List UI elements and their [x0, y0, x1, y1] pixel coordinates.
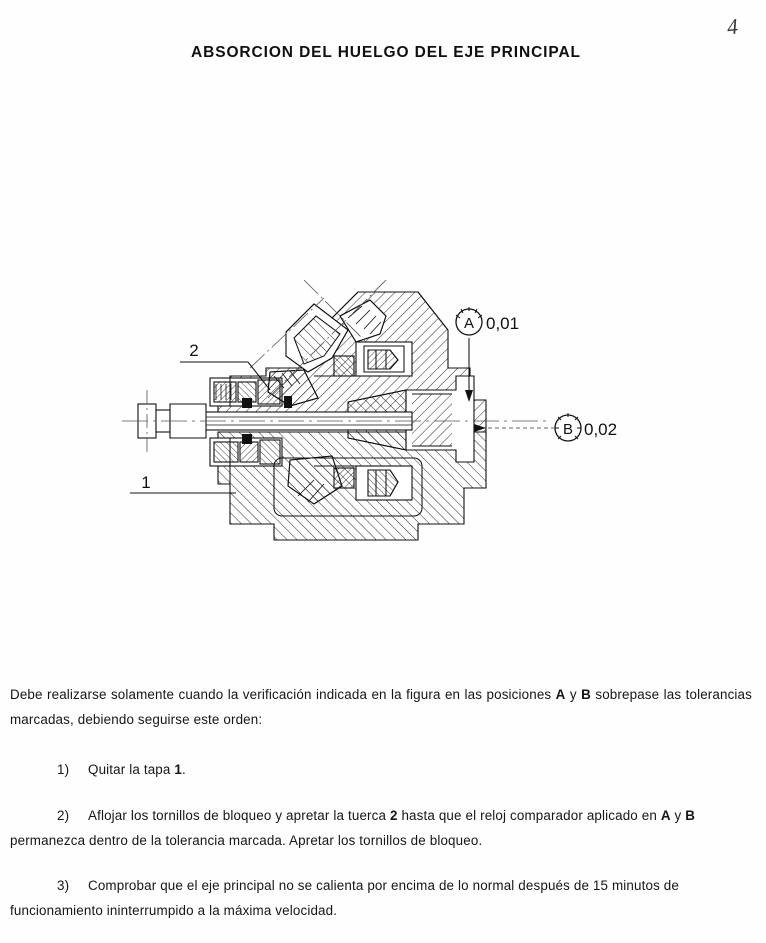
- step-text-1: Aflojar los tornillos de bloqueo y apretar la tuerca: [88, 808, 390, 823]
- list-item: [10, 873, 752, 923]
- figure-label-1: 1: [141, 473, 151, 492]
- step-bold-3: B: [685, 808, 696, 823]
- step-text-1: Quitar la tapa: [88, 762, 175, 777]
- step-content: [10, 808, 695, 848]
- instruction-list: [10, 757, 752, 943]
- intro-paragraph: [10, 682, 752, 732]
- intro-text-part-2: sobrepase las tolerancias marcadas, debiendo seguirse este orden:: [10, 687, 753, 727]
- spindle-cross-section-figure: [118, 272, 648, 572]
- intro-text-part-1: Debe realizarse solamente cuando la verificación indicada en la figura en las posiciones: [10, 687, 556, 702]
- svg-text:0,02: 0,02: [584, 420, 618, 439]
- step-marker: 3): [57, 878, 70, 893]
- step-content: [10, 878, 679, 918]
- step-bold-1: 2: [389, 808, 398, 823]
- tolerance-callout-b: [474, 413, 617, 441]
- step-content: [88, 762, 186, 777]
- intro-conjunction: y: [565, 687, 582, 702]
- step-text-3: y: [670, 808, 686, 823]
- step-text-1: Comprobar que el eje principal no se calienta por encima de lo normal después de 15 minutos de funcionamiento ininterrumpido a la máxima velocidad.: [10, 878, 679, 918]
- intro-datum-b: B: [581, 687, 591, 702]
- step-text-2: hasta que el reloj comparador aplicado en: [397, 808, 661, 823]
- intro-datum-a: A: [555, 687, 566, 702]
- svg-text:0,01: 0,01: [486, 314, 520, 333]
- step-bold-2: A: [660, 808, 671, 823]
- step-marker: 2): [57, 808, 70, 823]
- step-marker: 1): [57, 762, 70, 777]
- page-title: ABSORCION DEL HUELGO DEL EJE PRINCIPAL: [191, 44, 581, 61]
- step-text-4: permanezca dentro de la tolerancia marcada. Apretar los tornillos de bloqueo.: [10, 833, 483, 848]
- list-item: [10, 757, 752, 783]
- step-text-2: .: [181, 762, 186, 777]
- list-item: [10, 803, 752, 853]
- figure-label-2: 2: [189, 341, 199, 360]
- svg-text:A: A: [463, 315, 475, 332]
- step-bold-1: 1: [174, 762, 182, 777]
- page-number: 4: [725, 13, 740, 40]
- svg-text:B: B: [562, 421, 574, 438]
